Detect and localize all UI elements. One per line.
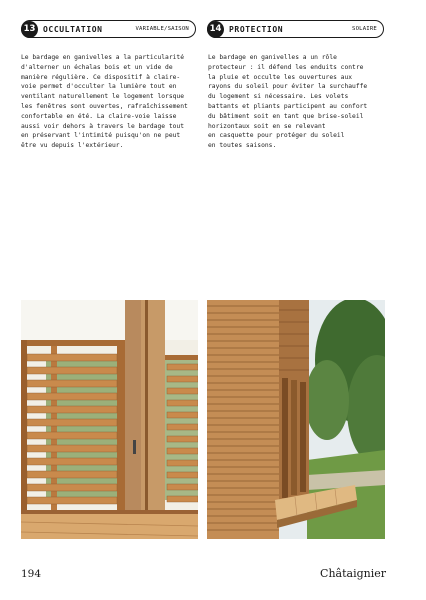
text-line: ventilant naturellement le logement lorsque bbox=[21, 93, 185, 101]
text-line: horizontaux soit en se relevant bbox=[208, 122, 326, 130]
text-line: les fenêtres sont ouvertes, rafraîchissement bbox=[21, 102, 188, 110]
text-line: en préservant l'intimité puisqu'on ne peut bbox=[21, 132, 181, 140]
text-line: confortable en été. La claire-voie laisse bbox=[21, 112, 177, 120]
section-13-body bbox=[21, 53, 199, 151]
section-tag: VARIABLE/SAISON bbox=[135, 26, 189, 32]
text-line: voie permet d'occulter la lumière tout en bbox=[21, 83, 177, 91]
text-line: protecteur : il défend les enduits contre bbox=[208, 63, 364, 71]
running-title: Châtaignier bbox=[320, 567, 386, 580]
text-line: manière régulière. Ce dispositif à claire- bbox=[21, 73, 181, 81]
section-14-header bbox=[207, 20, 384, 38]
photo-exterior-facade-illustration bbox=[207, 300, 385, 539]
text-line: d'alterner un échalas bois et un vide de bbox=[21, 63, 173, 71]
text-line: battants et pliants participent au confort bbox=[208, 102, 368, 110]
section-number-badge: 14 bbox=[207, 21, 224, 38]
text-line: en toutes saisons. bbox=[208, 142, 277, 150]
text-line: la pluie et occulte les ouvertures aux bbox=[208, 73, 353, 81]
section-title: PROTECTION bbox=[229, 24, 284, 34]
section-tag: SOLAIRE bbox=[352, 26, 377, 32]
text-line: rayons du soleil pour éviter la surchauffe bbox=[208, 83, 368, 91]
photo-interior-shutters-illustration bbox=[21, 300, 198, 539]
section-14-body bbox=[208, 53, 386, 151]
photo-interior-shutters bbox=[21, 300, 198, 539]
page-number: 194 bbox=[21, 568, 42, 580]
text-line: Le bardage en ganivelles a un rôle bbox=[208, 54, 337, 61]
section-number-badge: 13 bbox=[21, 21, 38, 38]
text-line: Le bardage en ganivelles a la particularité bbox=[21, 54, 185, 61]
text-line: du bâtiment soit en tant que brise-soleil bbox=[208, 112, 364, 120]
text-line: en casquette pour protéger du soleil bbox=[208, 132, 345, 140]
section-13-header bbox=[21, 20, 196, 38]
photo-exterior-facade bbox=[207, 300, 385, 539]
text-line: aussi voir dehors à travers le bardage tout bbox=[21, 122, 185, 130]
section-title: OCCULTATION bbox=[43, 24, 103, 34]
text-line: du logement si nécessaire. Les volets bbox=[208, 93, 349, 101]
text-line: être vu depuis l'extérieur. bbox=[21, 142, 124, 150]
